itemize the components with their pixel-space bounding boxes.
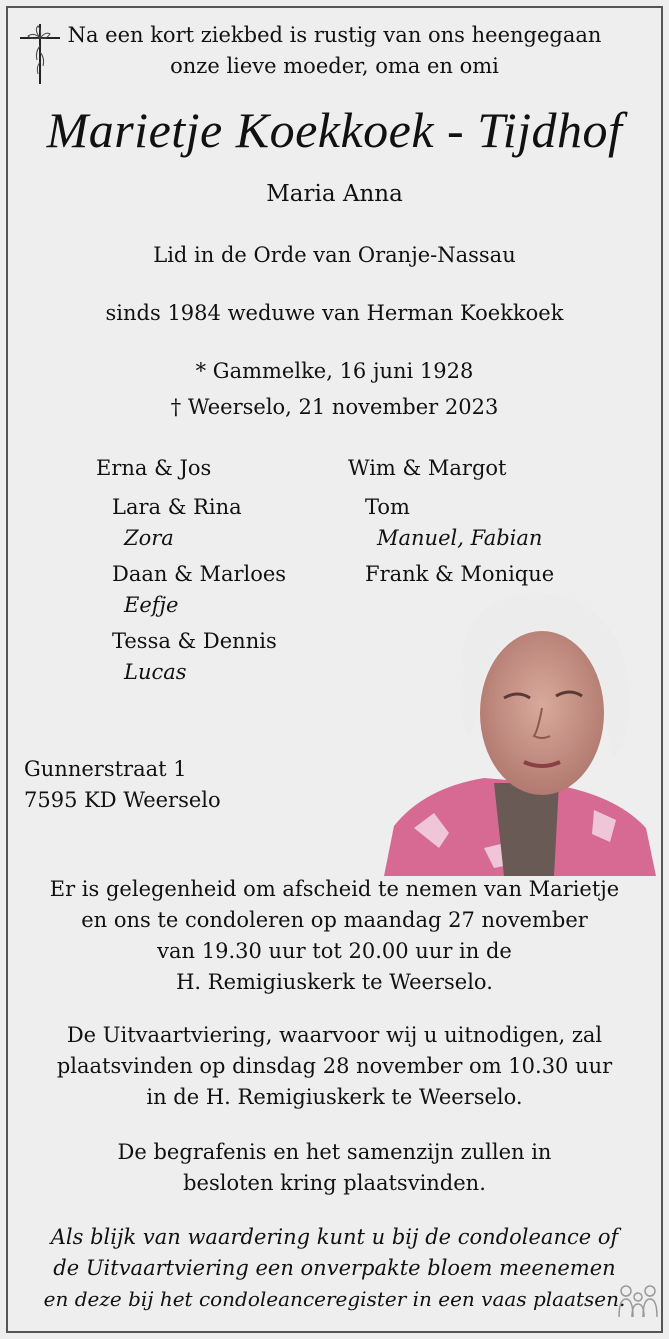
distinction: Lid in de Orde van Oranje-Nassau — [153, 243, 516, 267]
death-line: † Weerselo, 21 november 2023 — [170, 395, 499, 419]
family-icon — [616, 1283, 660, 1319]
family-left-grandchild-3: Lucas — [124, 660, 187, 684]
intro-line-1: Na een kort ziekbed is rustig van ons heengegaan — [67, 23, 602, 47]
family-right-grandchild-1: Manuel, Fabian — [377, 526, 543, 550]
condolence-line-4: H. Remigiuskerk te Weerselo. — [176, 970, 493, 994]
family-left-parents: Erna & Jos — [96, 456, 212, 480]
family-left-child-3: Tessa & Dennis — [112, 629, 277, 653]
funeral-line-1: De Uitvaartviering, waarvoor wij u uitnodigen, zal — [66, 1023, 603, 1047]
family-right-parents: Wim & Margot — [348, 456, 507, 480]
family-left-grandchild-2: Eefje — [124, 593, 179, 617]
condolence-line-3: van 19.30 uur tot 20.00 uur in de — [157, 939, 512, 963]
birth-line: * Gammelke, 16 juni 1928 — [195, 359, 474, 383]
burial-line-1: De begrafenis en het samenzijn zullen in — [117, 1140, 552, 1164]
family-left-child-2: Daan & Marloes — [112, 562, 287, 586]
portrait-photo — [384, 578, 656, 876]
given-names: Maria Anna — [266, 181, 403, 207]
family-right-child-1: Tom — [365, 495, 410, 519]
burial-line-2: besloten kring plaatsvinden. — [183, 1171, 486, 1195]
widow-line: sinds 1984 weduwe van Herman Koekkoek — [105, 301, 564, 325]
condolence-line-1: Er is gelegenheid om afscheid te nemen van Marietje — [49, 877, 620, 901]
intro-line-2: onze lieve moeder, oma en omi — [170, 54, 499, 78]
flowers-line-1: Als blijk van waardering kunt u bij de condoleance of — [50, 1225, 619, 1249]
address-city: 7595 KD Weerselo — [24, 788, 221, 812]
deceased-name: Marietje Koekkoek - Tijdhof — [46, 102, 623, 158]
family-left-grandchild-1: Zora — [124, 526, 174, 550]
condolence-line-2: en ons te condoleren op maandag 27 november — [81, 908, 588, 932]
address-street: Gunnerstraat 1 — [24, 757, 187, 781]
family-left-child-1: Lara & Rina — [112, 495, 242, 519]
family-right-child-2: Frank & Monique — [365, 562, 555, 586]
flowers-line-2: de Uitvaartviering een onverpakte bloem meenemen — [53, 1256, 616, 1280]
funeral-line-2: plaatsvinden op dinsdag 28 november om 10.30 uur — [56, 1054, 613, 1078]
flowers-line-3: en deze bij het condoleanceregister in een vaas plaatsen. — [43, 1287, 626, 1311]
funeral-line-3: in de H. Remigiuskerk te Weerselo. — [146, 1085, 523, 1109]
